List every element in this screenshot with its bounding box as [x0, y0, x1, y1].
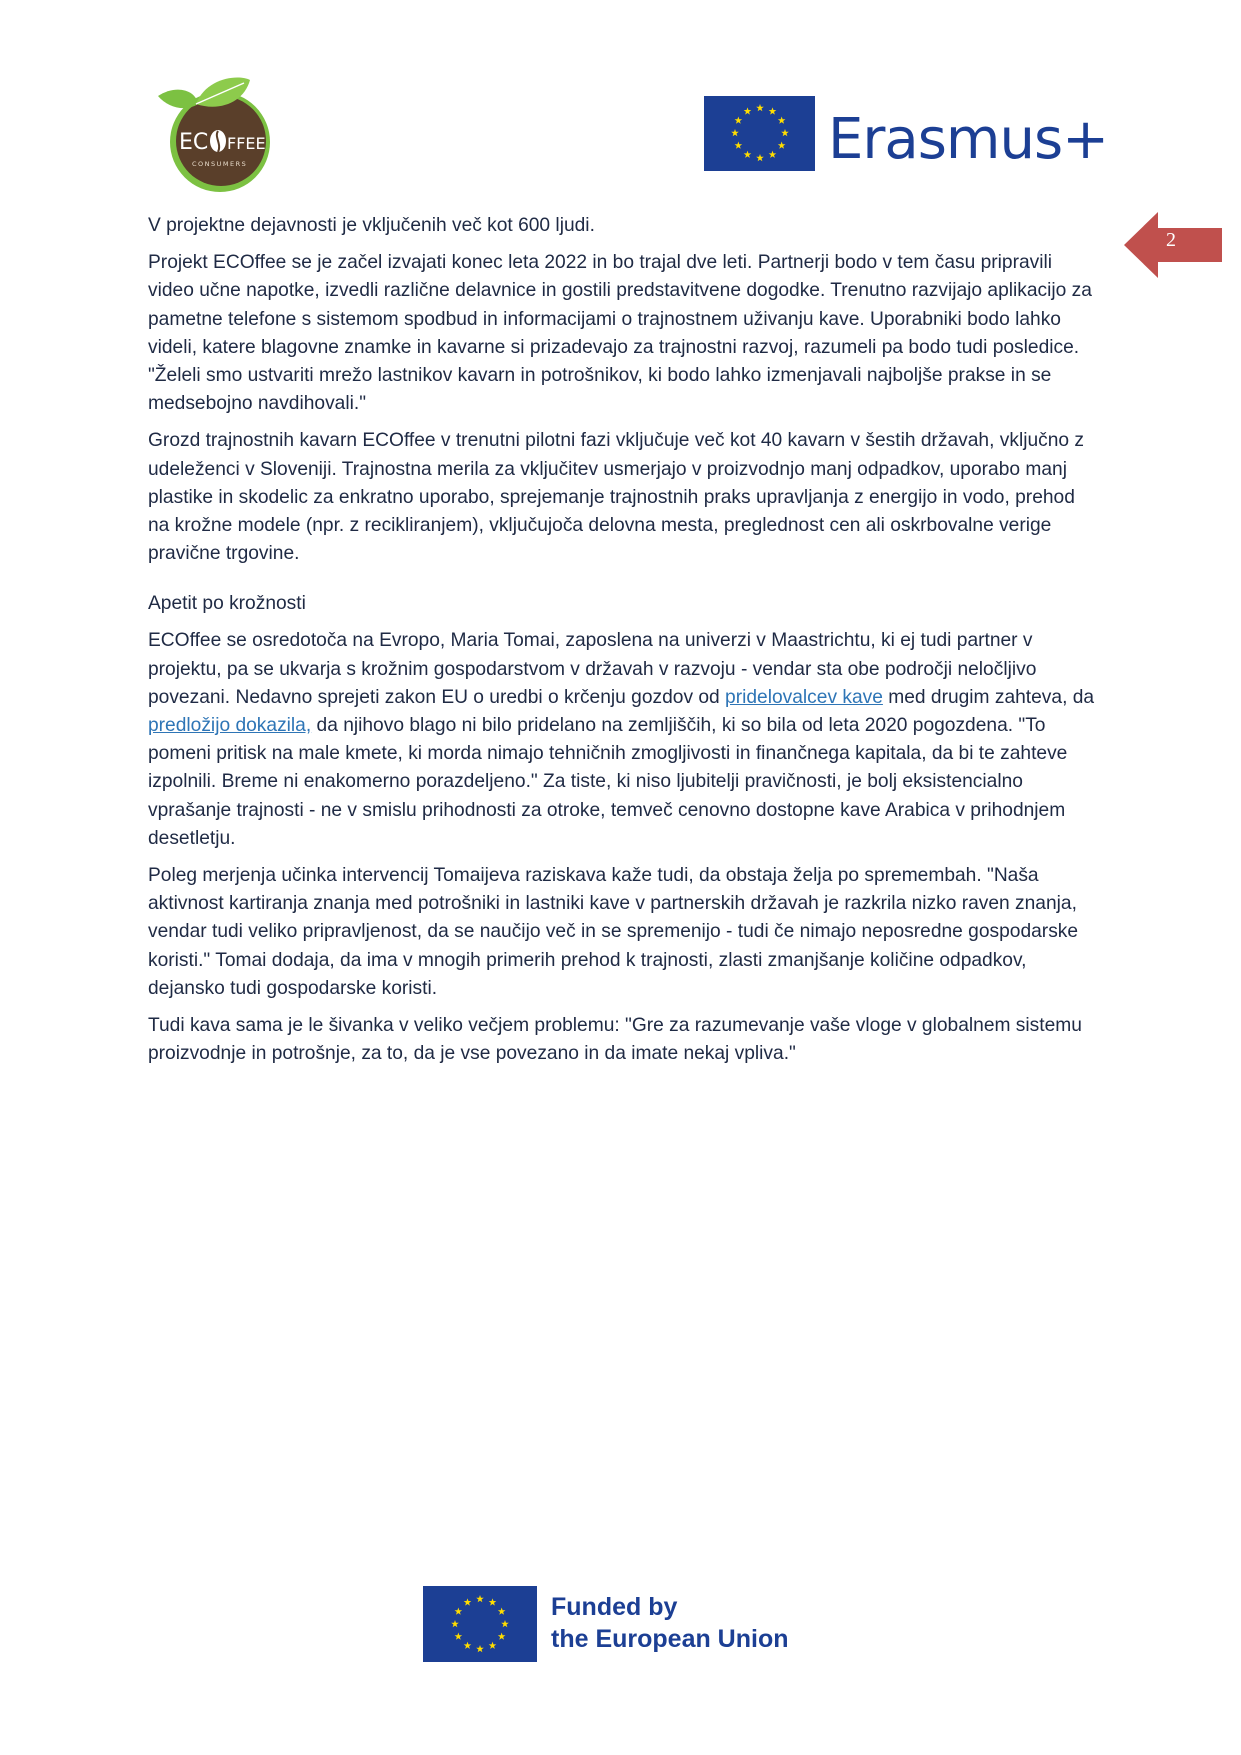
eu-star-icon [781, 129, 789, 136]
text-segment: da njihovo blago ni bilo pridelano na zemljiščih, ki so bila od leta 2020 pogozdena. "To pomeni pritisk na male kmete, ki morda nimajo tehničnih zmogljivosti in finančnega kapitala, da bi te zahteve izpolnili. Breme ni enakomerno porazdeljeno." Za tiste, ki niso ljubitelji pravičnosti, je bolj eksistencialno vprašanje trajnosti - ne v smislu prihodnosti za otroke, temveč cenovno dostopne kave Arabica v prihodnjem desetletju. [148, 715, 1068, 849]
page-number: 2 [1166, 229, 1176, 251]
logo-text-consumers: CONSUMERS [192, 160, 248, 168]
ecoffee-consumers-logo [148, 74, 284, 194]
logo-text-ffee: FFEE [227, 134, 266, 153]
eu-star-icon [769, 107, 777, 114]
paragraph-participants: V projektne dejavnosti je vključenih več kot 600 ljudi. [148, 215, 595, 236]
text-segment: ECOffee se osredotoča na Evropo, Maria Tomai, zaposlena na univerzi v Maastrichtu, ki ej tudi partner v projektu, pa se ukvarja s krožnim gospodarstvom v državah v razvoju - vendar sta obe področji neločljivo povezani. Nedavno sprejeti zakon EU o uredbi o krčenju gozdov od [148, 630, 1037, 708]
eu-star-icon [778, 117, 786, 124]
eu-star-icon [455, 1633, 463, 1640]
eu-star-icon [464, 1642, 472, 1649]
paragraph-circularity [148, 627, 1098, 853]
eu-star-icon [455, 1608, 463, 1615]
eu-star-icon [731, 129, 739, 136]
eu-star-icon [735, 117, 743, 124]
eu-funding-logo [423, 1586, 823, 1666]
eu-star-icon [498, 1608, 506, 1615]
article-body [148, 212, 1098, 1077]
eu-star-icon [498, 1633, 506, 1640]
eu-star-icon [489, 1642, 497, 1649]
eu-star-icon [735, 142, 743, 149]
eu-star-icon [744, 151, 752, 158]
section-heading: Apetit po krožnosti [148, 593, 306, 615]
eu-flag-icon [704, 96, 815, 171]
funded-by-line: Funded by [551, 1593, 678, 1621]
european-union-line: the European Union [551, 1625, 789, 1653]
eu-star-icon [756, 104, 764, 111]
paragraph-conclusion: Tudi kava sama je le šivanka v veliko večjem problemu: "Gre za razumevanje vaše vloge v globalnem sistemu proizvodnje in potrošnje, za to, da je vse povezano in da imate nekaj vpliva." [148, 1015, 1082, 1065]
paragraph-project-overview: Projekt ECOffee se je začel izvajati konec leta 2022 in bo trajal dve leti. Partnerji bodo v tem času pripravili video učne napotke, izvedli različne delavnice in gostili predstavitvene dogodke. Trenutno razvijajo aplikacijo za pametne telefone s sistemom spodbud in informacijami o trajnostnem uživanju kave. Uporabniki bodo lahko videli, katere blagovne znamke in kavarne si prizadevajo za trajnostni razvoj, razumeli pa bodo tudi posledice. "Želeli smo ustvariti mrežo lastnikov kavarn in potrošnikov, ki bodo lahko izmenjavali najboljše prakse in se medsebojno navdihovali." [148, 252, 1092, 415]
eu-flag-icon [423, 1586, 537, 1662]
paragraph-research: Poleg merjenja učinka intervencij Tomaijeva raziskava kaže tudi, da obstaja želja po spremembah. "Naša aktivnost kartiranja znanja med potrošniki in lastniki kave v partnerskih državah je razkrila nizko raven znanja, vendar tudi veliko pripravljenost, da se naučijo več in se spremenijo - tudi če nimajo neposredne gospodarske koristi." Tomai dodaja, da ima v mnogih primerih prehod k trajnosti, zlasti zmanjšanje količine odpadkov, dejansko tudi gospodarske koristi. [148, 865, 1079, 999]
eu-star-icon [501, 1620, 509, 1627]
link-coffee-growers[interactable]: pridelovalcev kave [725, 686, 883, 708]
eu-star-icon [464, 1598, 472, 1605]
eu-star-icon [778, 142, 786, 149]
eu-star-icon [476, 1645, 484, 1652]
eu-star-icon [476, 1595, 484, 1602]
logo-text-eco: EC [179, 130, 209, 155]
paragraph-cafe-cluster: Grozd trajnostnih kavarn ECOffee v trenutni pilotni fazi vključuje več kot 40 kavarn v šestih državah, vključno z udeleženci v Sloveniji. Trajnostna merila za vključitev usmerjajo v proizvodnjo manj odpadkov, uporabo manj plastike in skodelic za enkratno uporabo, sprejemanje trajnostnih praks upravljanja z energijo in vodo, prehod na krožne modele (npr. z recikliranjem), vključujoča delovna mesta, preglednost cen ali oskrbovalne verige pravične trgovine. [148, 430, 1085, 565]
erasmus-plus-logo [704, 96, 1109, 176]
ecoffee-logo-graphic [148, 74, 284, 194]
eu-star-icon [744, 107, 752, 114]
text-segment: med drugim zahteva, da [882, 686, 1095, 708]
link-submit-evidence[interactable]: predložijo dokazila, [148, 715, 312, 737]
eu-star-icon [769, 151, 777, 158]
eu-star-icon [756, 154, 764, 161]
erasmus-plus-text: Erasmus+ [828, 107, 1109, 172]
funded-by-eu-text [551, 1591, 789, 1655]
eu-star-icon [489, 1598, 497, 1605]
eu-star-icon [451, 1620, 459, 1627]
